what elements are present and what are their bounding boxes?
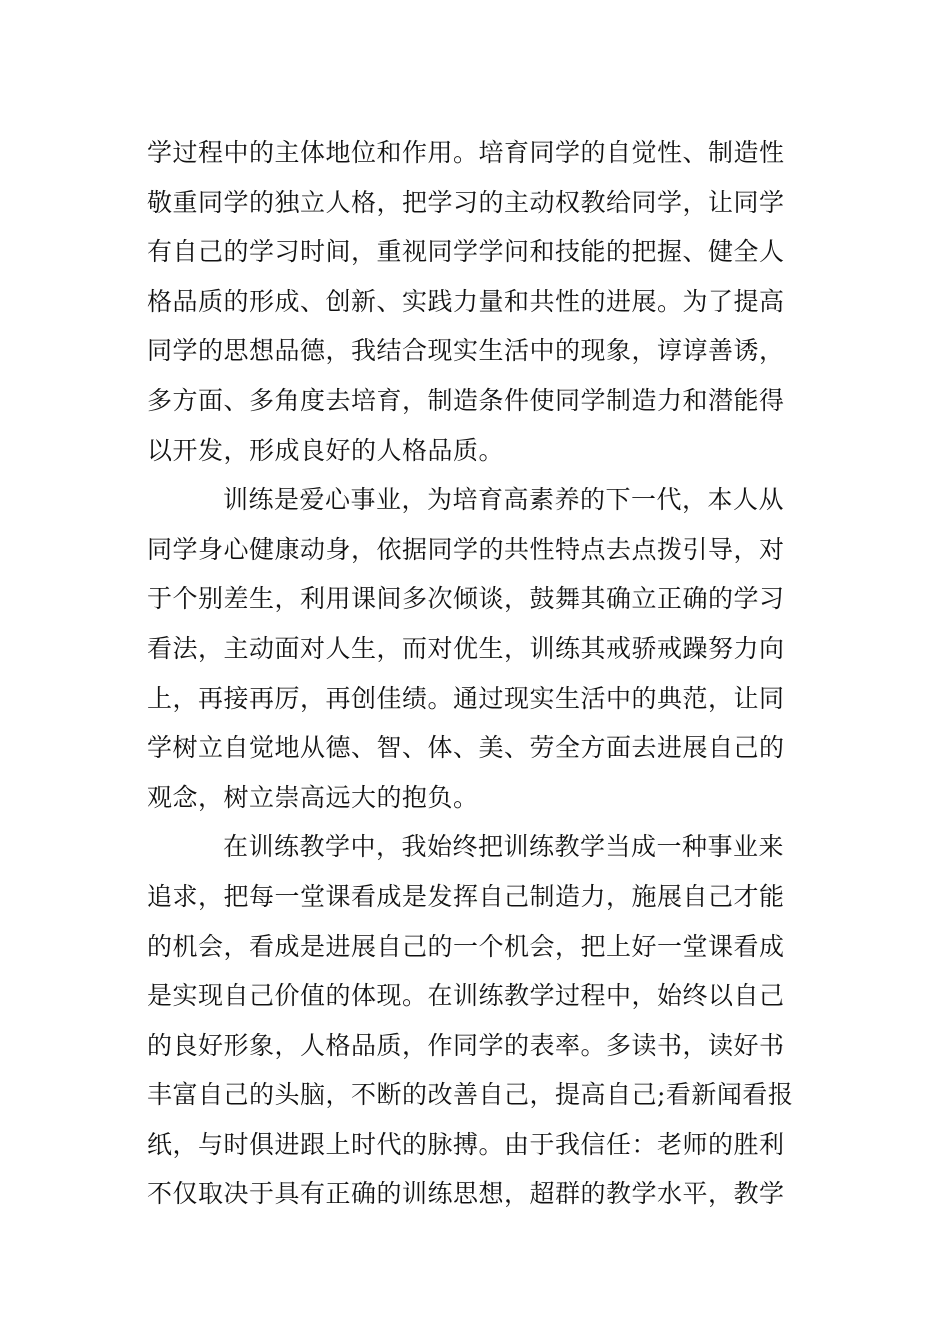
text-line: 同学身心健康动身，依据同学的共性特点去点拨引导，对 [147, 534, 785, 564]
paragraph-first-line: 在训练教学中，我始终把训练教学当成一种事业来 [223, 832, 785, 862]
text-line: 的良好形象，人格品质，作同学的表率。多读书，读好书 [147, 1030, 785, 1060]
text-line: 多方面、多角度去培育，制造条件使同学制造力和潜能得 [147, 385, 785, 415]
text-line: 的机会，看成是进展自己的一个机会，把上好一堂课看成 [147, 931, 785, 961]
text-line: 学树立自觉地从德、智、体、美、劳全方面去进展自己的 [147, 733, 785, 763]
text-line: 以开发，形成良好的人格品质。 [147, 435, 505, 465]
text-line: 有自己的学习时间，重视同学学问和技能的把握、健全人 [147, 237, 785, 267]
text-line: 于个别差生，利用课间多次倾谈，鼓舞其确立正确的学习 [147, 584, 785, 614]
document-body [147, 128, 807, 1219]
text-line: 是实现自己价值的体现。在训练教学过程中，始终以自己 [147, 981, 785, 1011]
text-line: 敬重同学的独立人格，把学习的主动权教给同学，让同学 [147, 187, 785, 217]
text-line: 同学的思想品德，我结合现实生活中的现象，谆谆善诱， [147, 336, 785, 366]
text-line: 纸，与时俱进跟上时代的脉搏。由于我信任：老师的胜利 [147, 1129, 785, 1159]
paragraph-first-line: 训练是爱心事业，为培育高素养的下一代，本人从 [223, 485, 785, 515]
text-line: 看法，主动面对人生，而对优生，训练其戒骄戒躁努力向 [147, 633, 785, 663]
text-line: 追求，把每一堂课看成是发挥自己制造力，施展自己才能 [147, 881, 785, 911]
text-line: 不仅取决于具有正确的训练思想，超群的教学水平，教学 [147, 1179, 785, 1209]
text-line: 观念，树立崇高远大的抱负。 [147, 782, 479, 812]
text-line: 格品质的形成、创新、实践力量和共性的进展。为了提高 [147, 286, 785, 316]
text-line: 学过程中的主体地位和作用。培育同学的自觉性、制造性 [147, 138, 785, 167]
text-line: 丰富自己的头脑，不断的改善自己，提高自己;看新闻看报 [147, 1080, 794, 1110]
text-line: 上，再接再厉，再创佳绩。通过现实生活中的典范，让同 [147, 683, 785, 713]
